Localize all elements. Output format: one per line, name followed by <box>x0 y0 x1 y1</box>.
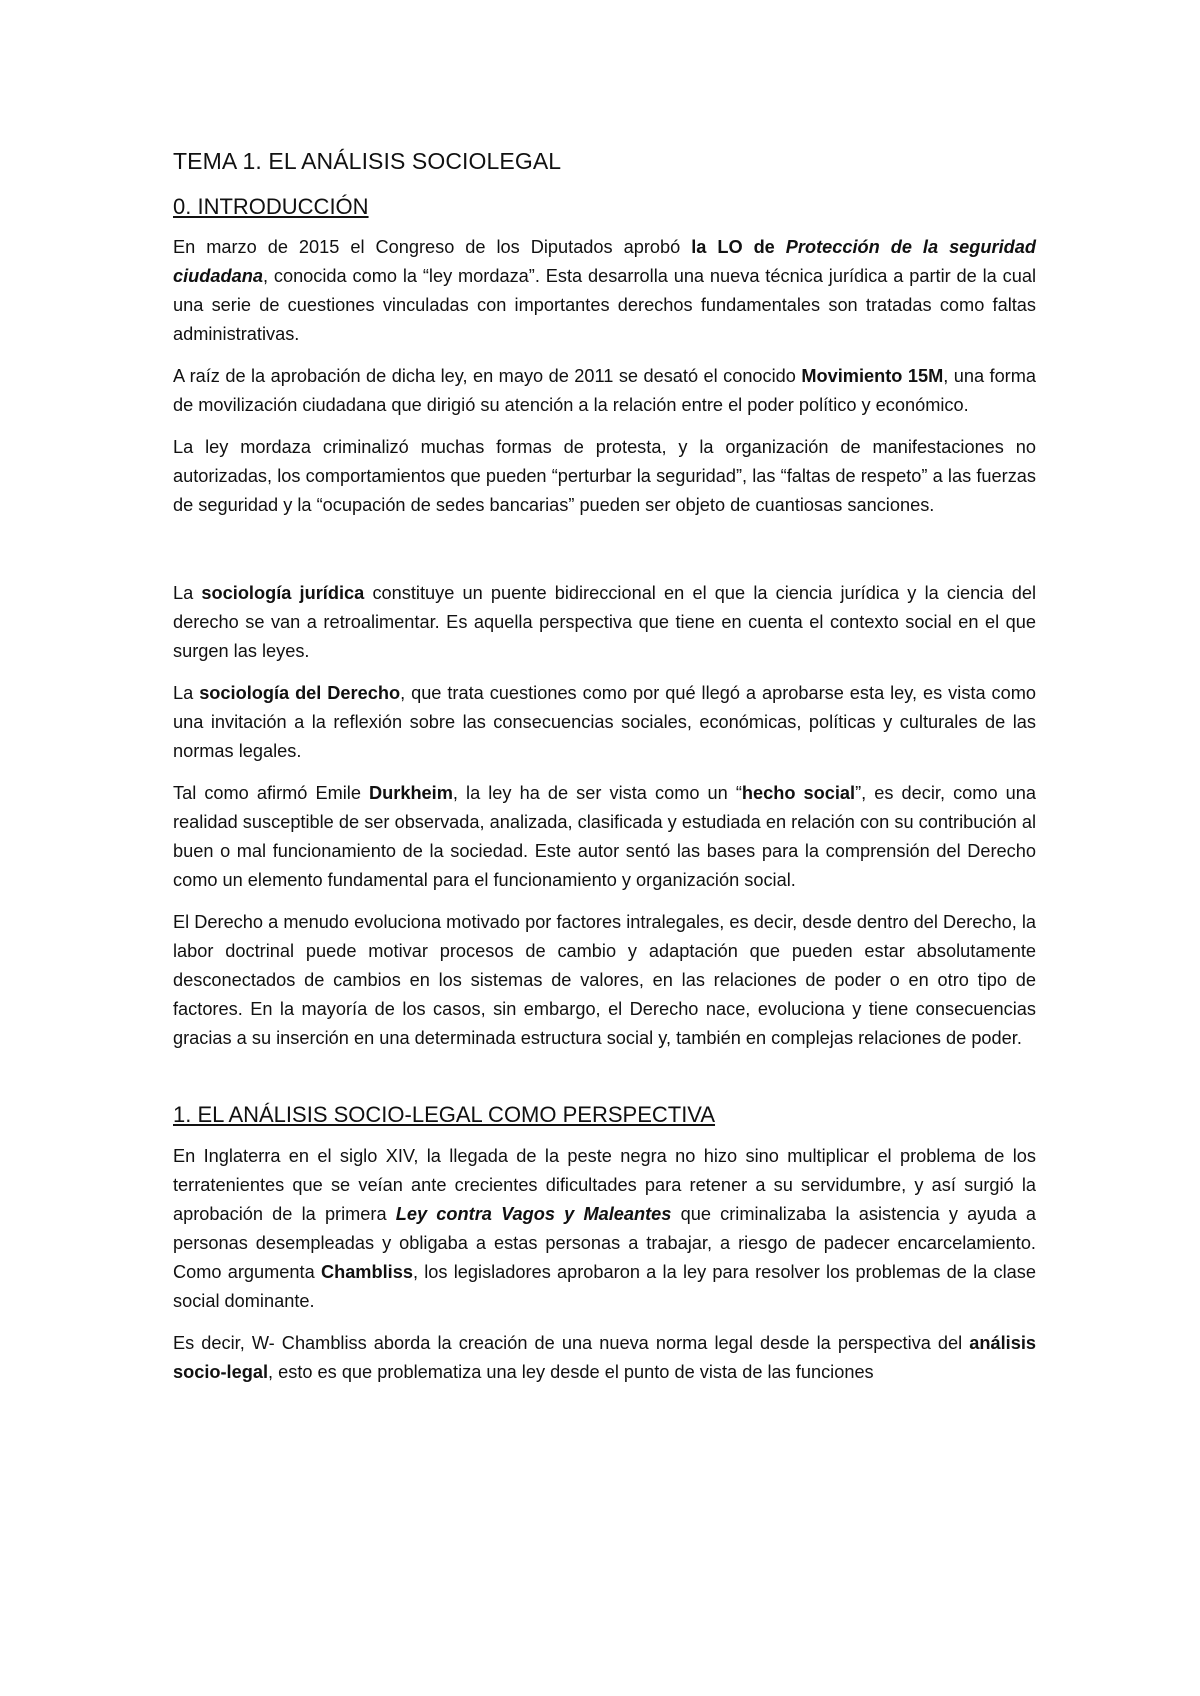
text-span: , esto es que problematiza una ley desde el punto de vista de las funciones <box>268 1362 874 1382</box>
bold-text: análisis socio-legal <box>173 1333 1036 1382</box>
paragraph-evolucion-derecho: El Derecho a menudo evoluciona motivado por factores intralegales, es decir, desde dentro del Derecho, la labor doctrinal puede motivar procesos de cambio y adaptación que pueden estar absolutamente desconectados de cambios en los sistemas de valores, en las relaciones de poder o en otro tipo de factores. En la mayoría de los casos, sin embargo, el Derecho nace, evoluciona y tiene consecuencias gracias a su inserción en una determinada estructura social y, también en complejas relaciones de poder. <box>173 912 1036 1048</box>
paragraph-ley-mordaza <box>173 233 1036 349</box>
text-span: , conocida como la “ley mordaza”. Esta desarrolla una nueva técnica jurídica a partir de la cual una serie de cuestiones vinculadas con importantes derechos fundamentales son tratadas como faltas administrativas. <box>173 266 1036 344</box>
paragraph-15m <box>173 362 1036 420</box>
paragraph-protesta: La ley mordaza criminalizó muchas formas de protesta, y la organización de manifestaciones no autorizadas, los comportamientos que pueden “perturbar la seguridad”, las “faltas de respeto” a las fuerzas de seguridad y la “ocupación de sedes bancarias” pueden ser objeto de cuantiosas sanciones. <box>173 437 1036 515</box>
page-title: TEMA 1. EL ANÁLISIS SOCIOLEGAL <box>173 148 562 174</box>
text-span: que criminalizaba la asistencia y ayuda a personas desempleadas y obligaba a estas personas a trabajar, a riesgo de padecer encarcelamiento. Como argumenta <box>173 1204 1036 1282</box>
text-span: , una forma de movilización ciudadana que dirigió su atención a la relación entre el poder político y económico. <box>173 366 1037 415</box>
bold-text: Durkheim <box>369 783 453 803</box>
bold-text: Movimiento 15M <box>801 366 944 386</box>
bold-text: Chambliss <box>320 1262 413 1282</box>
paragraph-chambliss <box>173 1329 1036 1387</box>
text-span: La <box>173 583 202 603</box>
paragraph-inglaterra <box>173 1142 1036 1316</box>
paragraph-sociologia-juridica <box>173 579 1036 666</box>
text-span: , que trata cuestiones como por qué llegó a aprobarse esta ley, es vista como una invitación a la reflexión sobre las consecuencias sociales, económicas, políticas y culturales de las normas legales. <box>173 683 1036 761</box>
text-span: Tal como afirmó Emile <box>173 783 370 803</box>
text-span: , la ley ha de ser vista como un “ <box>452 783 742 803</box>
text-span: La <box>173 683 200 703</box>
text-span: ”, es decir, como una realidad susceptible de ser observada, analizada, clasificada y estudiada en relación con su contribución al buen o mal funcionamiento de la sociedad. Este autor sentó las bases para la comprensión del Derecho como un elemento fundamental para el funcionamiento y organización social. <box>173 783 1036 890</box>
text-span: A raíz de la aprobación de dicha ley, en mayo de 2011 se desató el conocido <box>173 366 802 386</box>
text-span: Es decir, W- Chambliss aborda la creación de una nueva norma legal desde la perspectiva del <box>173 1333 970 1353</box>
bold-italic-text: Protección de la seguridad ciudadana <box>173 237 1036 286</box>
bold-text: sociología del Derecho <box>199 683 401 703</box>
text-span: constituye un puente bidireccional en el que la ciencia jurídica y la ciencia del derecho se van a retroalimentar. Es aquella perspectiva que tiene en cuenta el contexto social en el que surgen las leyes. <box>173 583 1036 661</box>
section-heading-introduccion: 0. INTRODUCCIÓN <box>173 194 369 219</box>
spacer <box>173 533 1036 579</box>
bold-italic-text: Ley contra Vagos y Maleantes <box>395 1204 672 1224</box>
text-span: En Inglaterra en el siglo XIV, la llegada de la peste negra no hizo sino multiplicar el problema de los terratenientes que se veían ante crecientes dificultades para retener a su servidumbre, y así surgió la aprobación de la primera <box>173 1146 1036 1224</box>
bold-text: la LO de <box>691 237 786 257</box>
paragraph-sociologia-derecho <box>173 679 1036 766</box>
spacer <box>173 1066 1036 1100</box>
text-span: En marzo de 2015 el Congreso de los Diputados aprobó <box>173 237 692 257</box>
paragraph-durkheim <box>173 779 1036 895</box>
section-heading-analisis-socio-legal: 1. EL ANÁLISIS SOCIO-LEGAL COMO PERSPECTIVA <box>173 1102 716 1127</box>
text-span: , los legisladores aprobaron a la ley para resolver los problemas de la clase social dominante. <box>173 1262 1036 1311</box>
bold-text: sociología jurídica <box>201 583 365 603</box>
bold-text: hecho social <box>741 783 856 803</box>
